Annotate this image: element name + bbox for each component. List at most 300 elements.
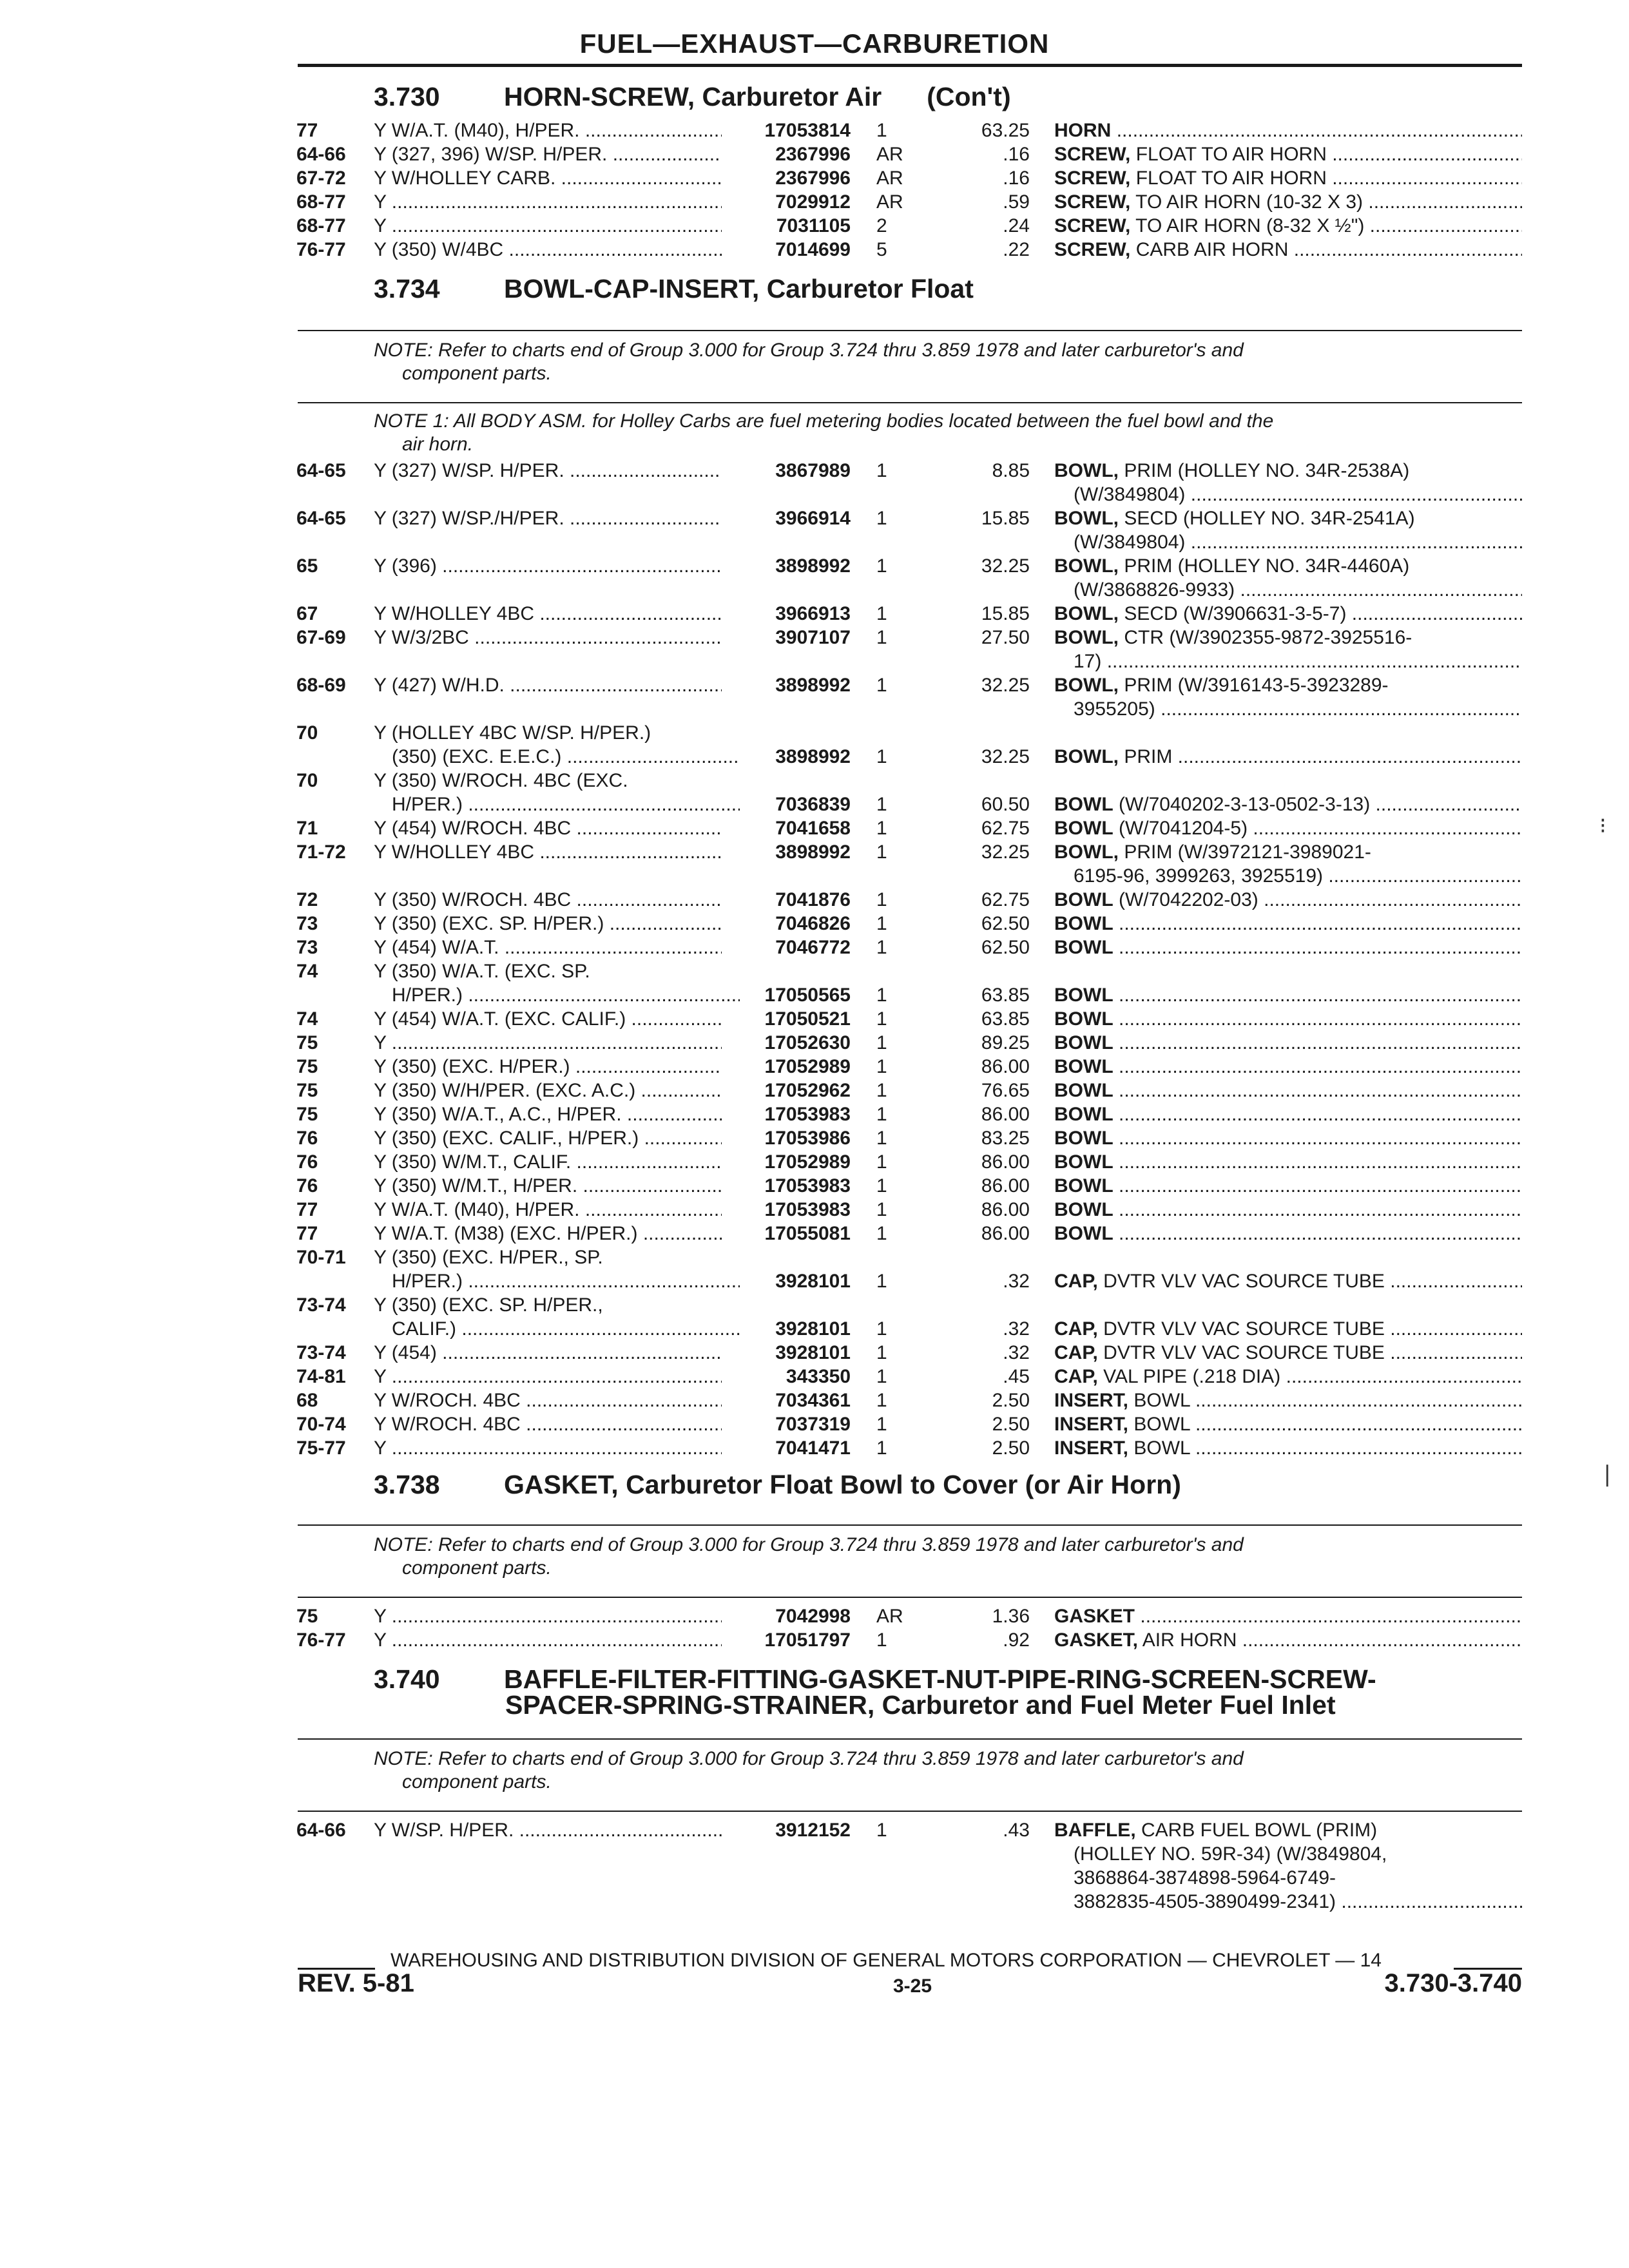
table-row <box>0 142 1629 166</box>
table-row <box>0 840 1629 864</box>
row-part-name <box>1054 1365 1522 1389</box>
row-price: .16 <box>1003 144 1030 165</box>
table-row <box>0 983 1629 1007</box>
divider-rule <box>298 1738 1522 1740</box>
table-row <box>0 602 1629 626</box>
part-name-keyword: BOWL <box>1054 889 1113 910</box>
row-part-number: 17053814 <box>764 120 851 141</box>
section-number: 3.738 <box>374 1470 440 1499</box>
row-years: 72 <box>296 889 318 910</box>
table-row <box>0 166 1629 190</box>
row-description: Y W/A.T. (M40), H/PER. ..... <box>374 119 722 142</box>
part-name-text: PRIM (HOLLEY NO. 34R-2538A) <box>1124 460 1410 481</box>
row-part-name <box>1054 1198 1522 1222</box>
row-quantity: 1 <box>876 985 887 1006</box>
row-part-number: 17052962 <box>764 1080 851 1101</box>
row-part-number: 17053983 <box>764 1104 851 1125</box>
row-part-number: 3966914 <box>775 508 851 529</box>
table-row <box>0 1079 1629 1102</box>
divider-rule <box>298 330 1522 331</box>
row-part-name <box>1054 602 1522 626</box>
row-part-number: 17050521 <box>764 1008 851 1030</box>
row-years: 67-69 <box>296 627 346 648</box>
table-row-continuation <box>0 530 1629 554</box>
row-quantity: 1 <box>876 555 887 577</box>
part-name-text: DVTR VLV VAC SOURCE TUBE <box>1103 1271 1385 1292</box>
row-description: Y (350) W/A.T. (EXC. SP. <box>374 961 590 982</box>
row-part-number: 17053983 <box>764 1199 851 1220</box>
part-name-keyword: BOWL <box>1054 985 1113 1006</box>
part-name-keyword: SCREW, <box>1054 191 1131 213</box>
row-description: Y (454) W/ROCH. 4BC ..... <box>374 816 722 840</box>
part-name-keyword: BOWL <box>1054 818 1113 839</box>
table-row <box>0 1031 1629 1055</box>
table-row <box>0 1604 1629 1628</box>
section-number: 3.734 <box>374 274 440 303</box>
row-part-number: 7014699 <box>775 239 851 260</box>
part-name-keyword: BOWL, <box>1054 460 1119 481</box>
row-price: 15.85 <box>981 603 1030 624</box>
part-name-keyword: SCREW, <box>1054 215 1131 236</box>
row-part-name <box>1054 1269 1522 1293</box>
row-quantity: 1 <box>876 1151 887 1173</box>
section-title-3738 <box>374 1472 1181 1497</box>
table-row <box>0 1007 1629 1031</box>
revision-label: REV. 5-81 <box>298 1969 414 1997</box>
part-name-keyword: BOWL <box>1054 1175 1113 1196</box>
row-price: 62.75 <box>981 818 1030 839</box>
row-part-name <box>1054 1102 1522 1126</box>
row-price: .92 <box>1003 1629 1030 1651</box>
row-part-name-continued: 17) ..... <box>1074 649 1522 673</box>
row-description: Y (350) W/M.T., H/PER. ..... <box>374 1174 722 1198</box>
row-quantity: 1 <box>876 1629 887 1651</box>
table-row <box>0 1102 1629 1126</box>
row-part-number: 7031105 <box>776 215 851 236</box>
table-row <box>0 745 1629 769</box>
row-description: Y (350) (EXC. SP. H/PER., <box>374 1294 603 1316</box>
part-name-text: PRIM (W/3916143-5-3923289- <box>1124 675 1389 696</box>
section-number: 3.740 <box>374 1664 440 1694</box>
row-description: Y W/HOLLEY 4BC ..... <box>374 602 722 626</box>
row-description: (350) (EXC. E.E.C.) ..... <box>392 745 740 769</box>
row-price: 63.85 <box>981 985 1030 1006</box>
note-line: NOTE: Refer to charts end of Group 3.000 for Group 3.724 thru 3.859 1978 and later carburetor's and <box>374 1748 1244 1769</box>
row-years: 77 <box>296 120 318 141</box>
row-years: 71 <box>296 818 318 839</box>
table-row <box>0 1436 1629 1460</box>
row-years: 75 <box>296 1032 318 1053</box>
row-quantity: 1 <box>876 1080 887 1101</box>
part-name-keyword: BOWL, <box>1054 508 1119 529</box>
row-years: 74 <box>296 1008 318 1030</box>
part-name-text: BOWL <box>1133 1390 1190 1411</box>
row-years: 75 <box>296 1056 318 1077</box>
row-years: 67-72 <box>296 168 346 189</box>
table-row-continuation <box>0 1890 1629 1914</box>
row-price: 89.25 <box>981 1032 1030 1053</box>
row-price: 27.50 <box>981 627 1030 648</box>
row-quantity: AR <box>876 191 903 213</box>
row-years: 64-66 <box>296 1820 346 1841</box>
note-line: component parts. <box>402 1771 552 1792</box>
row-part-number: 3898992 <box>775 841 851 863</box>
table-row <box>0 1198 1629 1222</box>
part-name-text: BOWL <box>1133 1414 1190 1435</box>
row-part-number: 2367996 <box>775 168 851 189</box>
row-description: Y W/A.T. (M40), H/PER. ..... <box>374 1198 722 1222</box>
row-years: 67 <box>296 603 318 624</box>
margin-mark: ❘ <box>1598 1462 1617 1486</box>
row-part-name-continued: 6195-96, 3999263, 3925519) ..... <box>1074 864 1522 888</box>
table-row <box>0 1269 1629 1293</box>
table-row <box>0 1150 1629 1174</box>
table-row <box>0 626 1629 649</box>
row-price: .32 <box>1003 1318 1030 1340</box>
table-row <box>0 673 1629 697</box>
row-quantity: 5 <box>876 239 887 260</box>
part-name-keyword: SCREW, <box>1054 168 1131 189</box>
table-row-continuation <box>0 483 1629 506</box>
row-description: Y W/ROCH. 4BC ..... <box>374 1389 722 1412</box>
row-part-number: 17052630 <box>764 1032 851 1053</box>
table-row-continuation <box>0 697 1629 721</box>
row-price: 2.50 <box>992 1414 1030 1435</box>
row-price: 32.25 <box>981 841 1030 863</box>
row-price: .45 <box>1003 1366 1030 1387</box>
table-row-continuation <box>0 1842 1629 1866</box>
row-price: 62.50 <box>981 913 1030 934</box>
row-price: 15.85 <box>981 508 1030 529</box>
row-quantity: 1 <box>876 1128 887 1149</box>
row-years: 75-77 <box>296 1437 346 1459</box>
note-3734-body-asm <box>374 410 1527 456</box>
row-price: .24 <box>1003 215 1030 236</box>
part-name-keyword: BOWL <box>1054 1223 1113 1244</box>
part-name-keyword: INSERT, <box>1054 1414 1129 1435</box>
row-part-name <box>1054 1317 1522 1341</box>
divider-rule <box>298 1597 1522 1598</box>
row-description: Y (350) (EXC. H/PER., SP. <box>374 1247 603 1268</box>
part-name-text: PRIM <box>1124 746 1173 767</box>
row-description: Y (350) W/A.T., A.C., H/PER. ..... <box>374 1102 722 1126</box>
row-part-name <box>1054 214 1522 238</box>
row-years: 70-71 <box>296 1247 346 1268</box>
row-years: 73 <box>296 937 318 958</box>
part-name-text: CTR (W/3902355-9872-3925516- <box>1124 627 1412 648</box>
row-description: Y (350) (EXC. CALIF., H/PER.) ..... <box>374 1126 722 1150</box>
row-years: 77 <box>296 1199 318 1220</box>
row-description: Y W/HOLLEY 4BC ..... <box>374 840 722 864</box>
row-years: 73-74 <box>296 1342 346 1363</box>
table-row <box>0 506 1629 530</box>
row-quantity: 1 <box>876 841 887 863</box>
row-price: 86.00 <box>981 1104 1030 1125</box>
row-part-name-continued: (W/3849804) ..... <box>1074 530 1522 554</box>
divider-rule <box>298 402 1522 403</box>
table-row <box>0 912 1629 936</box>
row-description: Y W/A.T. (M38) (EXC. H/PER.) ..... <box>374 1222 722 1245</box>
part-name-text: SECD (W/3906631-3-5-7) <box>1124 603 1347 624</box>
part-name-keyword: BOWL <box>1054 913 1113 934</box>
row-part-name <box>1054 1055 1522 1079</box>
row-quantity: AR <box>876 1606 903 1627</box>
row-years: 73-74 <box>296 1294 346 1316</box>
part-name-text: VAL PIPE (.218 DIA) <box>1103 1366 1281 1387</box>
row-part-number: 7041658 <box>775 818 851 839</box>
table-row <box>0 1174 1629 1198</box>
note-line: NOTE: Refer to charts end of Group 3.000 for Group 3.724 thru 3.859 1978 and later carburetor's and <box>374 1534 1244 1555</box>
row-quantity: AR <box>876 168 903 189</box>
row-description: Y W/3/2BC ..... <box>374 626 722 649</box>
table-row-continuation <box>0 578 1629 602</box>
part-name-keyword: BOWL <box>1054 1056 1113 1077</box>
row-quantity: 1 <box>876 1032 887 1053</box>
table-row <box>0 459 1629 483</box>
section-heading: BOWL-CAP-INSERT, Carburetor Float <box>504 274 974 303</box>
part-name-keyword: HORN <box>1054 120 1112 141</box>
row-part-name <box>1054 673 1522 697</box>
table-row-continuation <box>0 864 1629 888</box>
row-part-number: 3898992 <box>775 746 851 767</box>
row-part-number: 7046772 <box>775 937 851 958</box>
row-part-number: 7042998 <box>775 1606 851 1627</box>
note-line: NOTE: Refer to charts end of Group 3.000 for Group 3.724 thru 3.859 1978 and later carburetor's and <box>374 340 1244 361</box>
row-years: 68-77 <box>296 215 346 236</box>
row-quantity: 1 <box>876 1271 887 1292</box>
row-part-name <box>1054 983 1522 1007</box>
row-quantity: 1 <box>876 1437 887 1459</box>
row-quantity: 2 <box>876 215 887 236</box>
row-part-name <box>1054 1007 1522 1031</box>
row-part-number: 3966913 <box>775 603 851 624</box>
row-quantity: 1 <box>876 1008 887 1030</box>
row-description: Y (454) ..... <box>374 1341 722 1365</box>
row-part-name <box>1054 1436 1522 1460</box>
row-part-name-continued: (W/3868826-9933) ..... <box>1074 578 1522 602</box>
table-row <box>0 119 1629 142</box>
row-part-name <box>1054 626 1522 649</box>
part-name-keyword: BOWL, <box>1054 841 1119 863</box>
section-heading: HORN-SCREW, Carburetor Air <box>504 82 882 111</box>
row-description: Y (350) W/H/PER. (EXC. A.C.) ..... <box>374 1079 722 1102</box>
row-description: Y (350) W/ROCH. 4BC ..... <box>374 888 722 912</box>
table-row <box>0 1341 1629 1365</box>
row-description: Y ..... <box>374 1436 722 1460</box>
row-price: 76.65 <box>981 1080 1030 1101</box>
row-part-name <box>1054 888 1522 912</box>
row-part-number: 7036839 <box>775 794 851 815</box>
row-price: 2.50 <box>992 1437 1030 1459</box>
row-part-name-continued: 3955205) ..... <box>1074 697 1522 721</box>
part-name-keyword: BOWL <box>1054 794 1113 815</box>
part-name-text: DVTR VLV VAC SOURCE TUBE <box>1103 1342 1385 1363</box>
row-price: 86.00 <box>981 1175 1030 1196</box>
part-name-keyword: CAP, <box>1054 1342 1098 1363</box>
row-years: 70-74 <box>296 1414 346 1435</box>
row-quantity: 1 <box>876 1414 887 1435</box>
row-years: 75 <box>296 1104 318 1125</box>
row-part-number: 7034361 <box>775 1390 851 1411</box>
row-years: 76 <box>296 1151 318 1173</box>
row-quantity: 1 <box>876 1104 887 1125</box>
row-part-number: 343350 <box>786 1366 851 1387</box>
row-part-number: 7041876 <box>775 889 851 910</box>
row-part-name <box>1054 793 1522 816</box>
row-years: 65 <box>296 555 318 577</box>
table-row <box>0 793 1629 816</box>
note-line: air horn. <box>402 434 474 455</box>
row-quantity: 1 <box>876 1223 887 1244</box>
row-part-name <box>1054 459 1522 483</box>
part-name-keyword: BOWL <box>1054 937 1113 958</box>
part-name-keyword: BOWL, <box>1054 627 1119 648</box>
row-part-number: 3912152 <box>775 1820 851 1841</box>
table-row-continuation <box>0 721 1629 745</box>
note-line: component parts. <box>402 1557 552 1579</box>
part-name-keyword: CAP, <box>1054 1366 1098 1387</box>
row-price: 63.25 <box>981 120 1030 141</box>
part-name-text: TO AIR HORN (8-32 X ½") <box>1135 215 1365 236</box>
row-part-name <box>1054 912 1522 936</box>
row-part-number: 17052989 <box>764 1151 851 1173</box>
row-description: Y (350) (EXC. H/PER.) ..... <box>374 1055 722 1079</box>
part-name-keyword: BOWL <box>1054 1008 1113 1030</box>
row-price: .32 <box>1003 1271 1030 1292</box>
row-part-name <box>1054 1341 1522 1365</box>
row-part-number: 7041471 <box>775 1437 851 1459</box>
row-years: 71-72 <box>296 841 346 863</box>
row-description: Y (327, 396) W/SP. H/PER. ..... <box>374 142 722 166</box>
row-part-name <box>1054 1818 1522 1842</box>
row-part-number: 17050565 <box>764 985 851 1006</box>
part-name-text: CARB AIR HORN <box>1135 239 1289 260</box>
row-part-name <box>1054 506 1522 530</box>
row-price: 63.85 <box>981 1008 1030 1030</box>
row-part-name <box>1054 1604 1522 1628</box>
row-part-number: 17052989 <box>764 1056 851 1077</box>
row-price: .22 <box>1003 239 1030 260</box>
row-quantity: 1 <box>876 1056 887 1077</box>
table-row <box>0 1055 1629 1079</box>
row-quantity: 1 <box>876 675 887 696</box>
part-name-keyword: BOWL, <box>1054 675 1119 696</box>
table-row <box>0 936 1629 959</box>
row-price: 32.25 <box>981 675 1030 696</box>
part-name-keyword: GASKET, <box>1054 1629 1139 1651</box>
header-rule <box>298 64 1522 67</box>
divider-rule <box>298 1811 1522 1812</box>
part-name-text: (W/7040202-3-13-0502-3-13) <box>1118 794 1371 815</box>
part-name-text: FLOAT TO AIR HORN <box>1135 168 1327 189</box>
row-description: Y (327) W/SP. H/PER. ..... <box>374 459 722 483</box>
row-years: 64-65 <box>296 508 346 529</box>
row-quantity: 1 <box>876 627 887 648</box>
row-part-name <box>1054 238 1522 262</box>
part-name-text: FLOAT TO AIR HORN <box>1135 144 1327 165</box>
part-name-keyword: BOWL <box>1054 1104 1113 1125</box>
row-quantity: 1 <box>876 460 887 481</box>
row-part-number: 3928101 <box>775 1342 851 1363</box>
group-range: 3.730-3.740 <box>1384 1969 1522 1997</box>
part-name-keyword: SCREW, <box>1054 144 1131 165</box>
note-3738-refer <box>374 1533 1527 1580</box>
section-heading-line2: SPACER-SPRING-STRAINER, Carburetor and Fuel Meter Fuel Inlet <box>505 1690 1336 1720</box>
page-number: 3-25 <box>893 1975 932 1997</box>
part-name-keyword: BOWL, <box>1054 746 1119 767</box>
section-number: 3.730 <box>374 82 440 111</box>
row-part-number: 17053986 <box>764 1128 851 1149</box>
table-row <box>0 1222 1629 1245</box>
row-part-name <box>1054 1150 1522 1174</box>
row-description: Y (454) W/A.T. (EXC. CALIF.) ..... <box>374 1007 722 1031</box>
table-row-continuation <box>0 959 1629 983</box>
row-quantity: 1 <box>876 1390 887 1411</box>
row-quantity: 1 <box>876 1342 887 1363</box>
divider-rule <box>298 1524 1522 1526</box>
table-row-continuation <box>0 1293 1629 1317</box>
row-description: Y (396) ..... <box>374 554 722 578</box>
section-title-3730 <box>374 84 1011 110</box>
row-years: 73 <box>296 913 318 934</box>
row-years: 76-77 <box>296 239 346 260</box>
row-description: Y ..... <box>374 214 722 238</box>
row-description: Y (350) (EXC. SP. H/PER.) ..... <box>374 912 722 936</box>
row-part-name-continued: (W/3849804) ..... <box>1074 483 1522 506</box>
row-quantity: 1 <box>876 818 887 839</box>
row-price: 62.50 <box>981 937 1030 958</box>
row-part-name <box>1054 166 1522 190</box>
part-name-keyword: BOWL, <box>1054 603 1119 624</box>
row-description: Y ..... <box>374 1604 722 1628</box>
row-part-number: 7029912 <box>775 191 851 213</box>
section-title-3734 <box>374 276 974 302</box>
row-part-name <box>1054 936 1522 959</box>
row-price: .32 <box>1003 1342 1030 1363</box>
margin-mark: ⁝ <box>1599 814 1606 838</box>
row-part-number: 3928101 <box>775 1271 851 1292</box>
row-part-number: 17051797 <box>764 1629 851 1651</box>
table-row-continuation <box>0 1245 1629 1269</box>
section-title-3740 <box>374 1666 1376 1718</box>
part-name-text: (W/7041204-5) <box>1118 818 1248 839</box>
row-part-name <box>1054 1222 1522 1245</box>
part-name-keyword: GASKET <box>1054 1606 1135 1627</box>
table-row <box>0 888 1629 912</box>
row-part-name <box>1054 1389 1522 1412</box>
row-description: Y ..... <box>374 1628 722 1652</box>
row-quantity: 1 <box>876 1318 887 1340</box>
row-price: 32.25 <box>981 555 1030 577</box>
row-part-name <box>1054 1412 1522 1436</box>
row-part-name <box>1054 119 1522 142</box>
table-row <box>0 1317 1629 1341</box>
row-price: 86.00 <box>981 1151 1030 1173</box>
table-row-continuation <box>0 1866 1629 1890</box>
row-price: 8.85 <box>992 460 1030 481</box>
row-quantity: 1 <box>876 1366 887 1387</box>
part-name-keyword: BAFFLE, <box>1054 1820 1136 1841</box>
row-price: .59 <box>1003 191 1030 213</box>
row-quantity: 1 <box>876 794 887 815</box>
row-quantity: AR <box>876 144 903 165</box>
part-name-keyword: CAP, <box>1054 1271 1098 1292</box>
row-quantity: 1 <box>876 913 887 934</box>
row-years: 68 <box>296 1390 318 1411</box>
row-part-name <box>1054 142 1522 166</box>
part-name-text: CARB FUEL BOWL (PRIM) <box>1141 1820 1378 1841</box>
note-line: component parts. <box>402 363 552 384</box>
